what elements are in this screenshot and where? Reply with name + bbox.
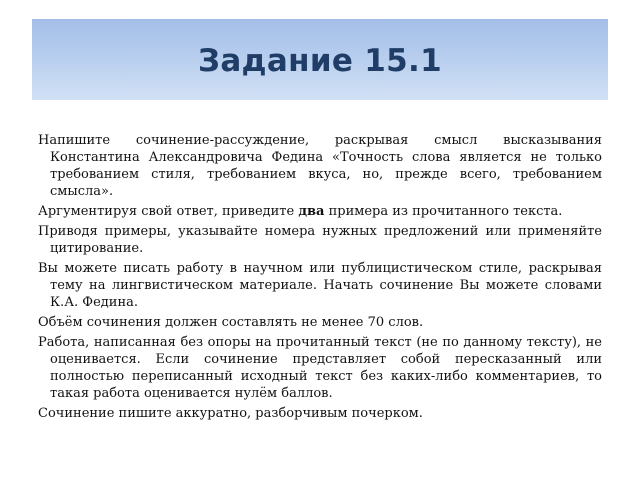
examples-text-start: Аргументируя свой ответ, приведите — [38, 204, 299, 219]
task-paragraph-length: Объём сочинения должен составлять не менее 70 слов. — [38, 315, 424, 330]
task-paragraph-style: Вы можете писать работу в научном или публицистическом стиле, раскрывая тему на лингвистическом материале. Начать сочинение Вы можете словами К.А. Федина. — [38, 261, 602, 310]
slide-title: Задание 15.1 — [198, 42, 442, 79]
task-text — [38, 132, 602, 425]
task-paragraph-evaluation: Работа, написанная без опоры на прочитанный текст (не по данному тексту), не оценивается. Если сочинение представляет собой пересказанный или полностью переписанный исходный текст без каких-либо комментариев, то такая работа оценивается нулём баллов. — [38, 335, 602, 401]
examples-text-end: примера из прочитанного текста. — [324, 204, 563, 219]
examples-count: два — [298, 204, 325, 219]
task-paragraph-handwriting: Сочинение пишите аккуратно, разборчивым почерком. — [38, 406, 423, 421]
task-paragraph-citations: Приводя примеры, указывайте номера нужных предложений или применяйте цитирование. — [38, 224, 602, 256]
task-paragraph-instruction: Напишите сочинение-рассуждение, раскрывая смысл высказывания Константина Александровича Федина «Точность слова является не только требованием стиля, требованием вкуса, но, прежде всего, требованием смысла». — [38, 133, 602, 199]
title-banner — [32, 19, 608, 100]
task-paragraph-examples — [38, 203, 602, 220]
